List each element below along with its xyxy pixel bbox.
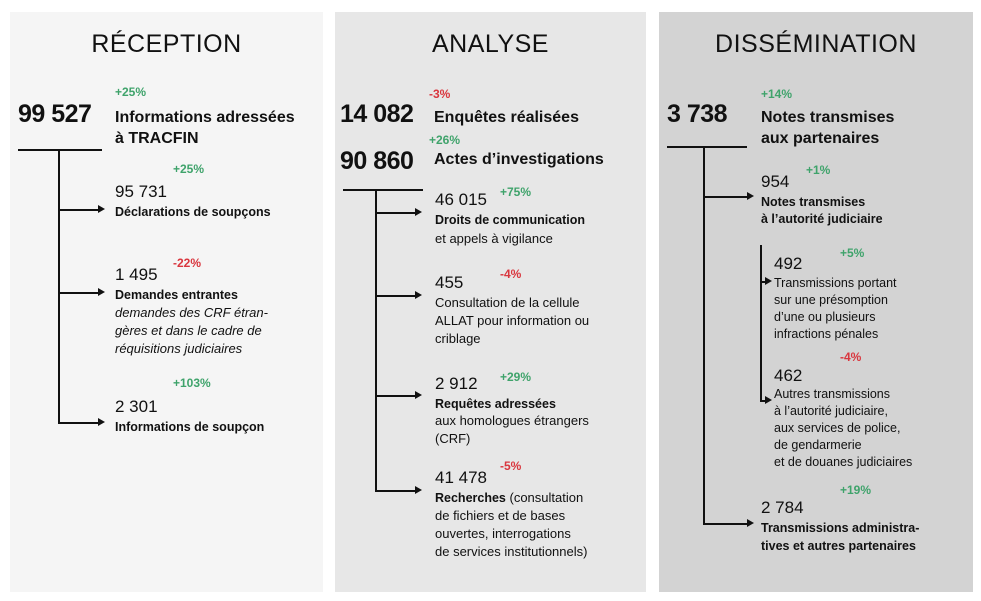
connector bbox=[703, 523, 749, 525]
dissemination-sub-1-desc-3: d’une ou plusieurs bbox=[774, 310, 876, 324]
reception-item-1-value: 95 731 bbox=[115, 182, 167, 201]
analyse-item-1-label: Droits de communication bbox=[435, 213, 586, 227]
connector bbox=[703, 196, 749, 198]
analyse-item-4-desc-2: ouvertes, interrogations bbox=[435, 526, 571, 541]
analyse-item-2-change: -4% bbox=[500, 267, 522, 281]
analyse-main1-change: -3% bbox=[429, 87, 451, 101]
dissemination-main-label-1: Notes transmises bbox=[761, 109, 895, 126]
reception-item-3-change: +103% bbox=[173, 376, 211, 390]
analyse-main1-label: Enquêtes réalisées bbox=[434, 109, 579, 126]
dissemination-item-1-value: 954 bbox=[761, 172, 790, 191]
reception-item-2-desc-2: gères et dans le cadre de bbox=[115, 323, 262, 338]
connector bbox=[58, 292, 100, 294]
dissemination-sub-1-desc-2: sur une présomption bbox=[774, 293, 888, 307]
dissemination-item-1-change: +1% bbox=[806, 163, 831, 177]
arrow-icon bbox=[98, 205, 105, 213]
connector bbox=[375, 490, 417, 492]
reception-item-2-change: -22% bbox=[173, 256, 202, 270]
analyse-panel bbox=[335, 12, 646, 592]
analyse-item-3-desc-1: aux homologues étrangers bbox=[435, 413, 589, 428]
analyse-title: ANALYSE bbox=[432, 30, 549, 58]
reception-item-3-value: 2 301 bbox=[115, 397, 158, 416]
analyse-item-3-change: +29% bbox=[500, 370, 532, 384]
reception-title: RÉCEPTION bbox=[91, 30, 242, 58]
analyse-item-2-value: 455 bbox=[435, 273, 464, 292]
reception-item-2-desc-3: réquisitions judiciaires bbox=[115, 341, 243, 356]
analyse-underline bbox=[343, 189, 423, 191]
reception-item-3-label: Informations de soupçon bbox=[115, 420, 265, 434]
analyse-item-2-desc-2: ALLAT pour information ou bbox=[435, 313, 590, 328]
analyse-item-4-label-line bbox=[435, 489, 583, 507]
analyse-item-1-desc-1: et appels à vigilance bbox=[435, 231, 553, 246]
dissemination-item-2-label-1: Transmissions administra- bbox=[761, 521, 920, 535]
analyse-item-4-change: -5% bbox=[500, 459, 522, 473]
analyse-item-3-value: 2 912 bbox=[435, 374, 478, 393]
dissemination-sub-2-desc-5: et de douanes judiciaires bbox=[774, 455, 913, 469]
arrow-icon bbox=[415, 208, 422, 216]
dissemination-sub-2-value: 462 bbox=[774, 366, 803, 385]
analyse-main2-value: 90 860 bbox=[340, 147, 414, 175]
dissemination-sub-1-desc-4: infractions pénales bbox=[774, 327, 879, 341]
dissemination-tree-line bbox=[703, 146, 705, 523]
reception-panel bbox=[10, 12, 323, 592]
reception-underline bbox=[18, 149, 102, 151]
dissemination-main-label-2: aux partenaires bbox=[761, 130, 880, 147]
connector bbox=[375, 295, 417, 297]
connector bbox=[58, 422, 100, 424]
arrow-icon bbox=[765, 277, 772, 285]
arrow-icon bbox=[98, 418, 105, 426]
dissemination-sub-2-desc-4: de gendarmerie bbox=[774, 438, 862, 452]
dissemination-item-1-label-1: Notes transmises bbox=[761, 195, 866, 209]
dissemination-main-change: +14% bbox=[761, 87, 793, 101]
dissemination-item-2-label-2: tives et autres partenaires bbox=[761, 539, 916, 553]
connector bbox=[375, 395, 417, 397]
dissemination-sub-2-desc-2: à l’autorité judiciaire, bbox=[774, 404, 888, 418]
analyse-item-1-value: 46 015 bbox=[435, 190, 487, 209]
arrow-icon bbox=[415, 391, 422, 399]
reception-tree-line bbox=[58, 149, 60, 423]
dissemination-panel bbox=[659, 12, 973, 592]
dissemination-sub-2-change: -4% bbox=[840, 350, 862, 364]
analyse-item-4-label: Recherches bbox=[435, 491, 506, 505]
reception-main-label-1: Informations adressées bbox=[115, 109, 295, 126]
dissemination-sub-1-desc-1: Transmissions portant bbox=[774, 276, 897, 290]
reception-item-2-value: 1 495 bbox=[115, 265, 158, 284]
dissemination-main-value: 3 738 bbox=[667, 100, 728, 128]
reception-main-value: 99 527 bbox=[18, 100, 92, 128]
connector bbox=[375, 212, 417, 214]
analyse-item-4-value: 41 478 bbox=[435, 468, 487, 487]
analyse-item-3-label: Requêtes adressées bbox=[435, 397, 556, 411]
analyse-main2-label: Actes d’investigations bbox=[434, 151, 604, 168]
connector bbox=[58, 209, 100, 211]
analyse-item-4-desc-1: de fichiers et de bases bbox=[435, 508, 566, 523]
dissemination-underline bbox=[667, 146, 747, 148]
dissemination-sub-2-desc-3: aux services de police, bbox=[774, 421, 901, 435]
reception-main-change: +25% bbox=[115, 85, 147, 99]
analyse-item-4-label-rest: (consultation bbox=[505, 490, 584, 505]
analyse-item-4-desc-3: de services institutionnels) bbox=[435, 544, 588, 559]
analyse-item-1-change: +75% bbox=[500, 185, 532, 199]
dissemination-sub-1-change: +5% bbox=[840, 246, 865, 260]
analyse-item-3-desc-2: (CRF) bbox=[435, 431, 471, 446]
arrow-icon bbox=[415, 486, 422, 494]
dissemination-item-2-value: 2 784 bbox=[761, 498, 804, 517]
dissemination-sub-tree-line bbox=[760, 245, 762, 400]
analyse-tree-line bbox=[375, 189, 377, 491]
analyse-main1-value: 14 082 bbox=[340, 100, 414, 128]
arrow-icon bbox=[747, 519, 754, 527]
analyse-main2-change: +26% bbox=[429, 133, 461, 147]
arrow-icon bbox=[415, 291, 422, 299]
analyse-item-2-desc-3: criblage bbox=[435, 331, 481, 346]
dissemination-item-1-label-2: à l’autorité judiciaire bbox=[761, 212, 883, 226]
dissemination-title: DISSÉMINATION bbox=[715, 30, 917, 58]
reception-item-1-label: Déclarations de soupçons bbox=[115, 205, 271, 219]
dissemination-sub-1-value: 492 bbox=[774, 254, 803, 273]
analyse-item-2-desc-1: Consultation de la cellule bbox=[435, 295, 580, 310]
arrow-icon bbox=[765, 396, 772, 404]
reception-item-2-desc-1: demandes des CRF étran- bbox=[115, 305, 268, 320]
reception-main-label-2: à TRACFIN bbox=[115, 130, 199, 147]
reception-item-1-change: +25% bbox=[173, 162, 205, 176]
arrow-icon bbox=[747, 192, 754, 200]
arrow-icon bbox=[98, 288, 105, 296]
dissemination-item-2-change: +19% bbox=[840, 483, 872, 497]
dissemination-sub-2-desc-1: Autres transmissions bbox=[774, 387, 891, 401]
reception-item-2-label: Demandes entrantes bbox=[115, 288, 238, 302]
